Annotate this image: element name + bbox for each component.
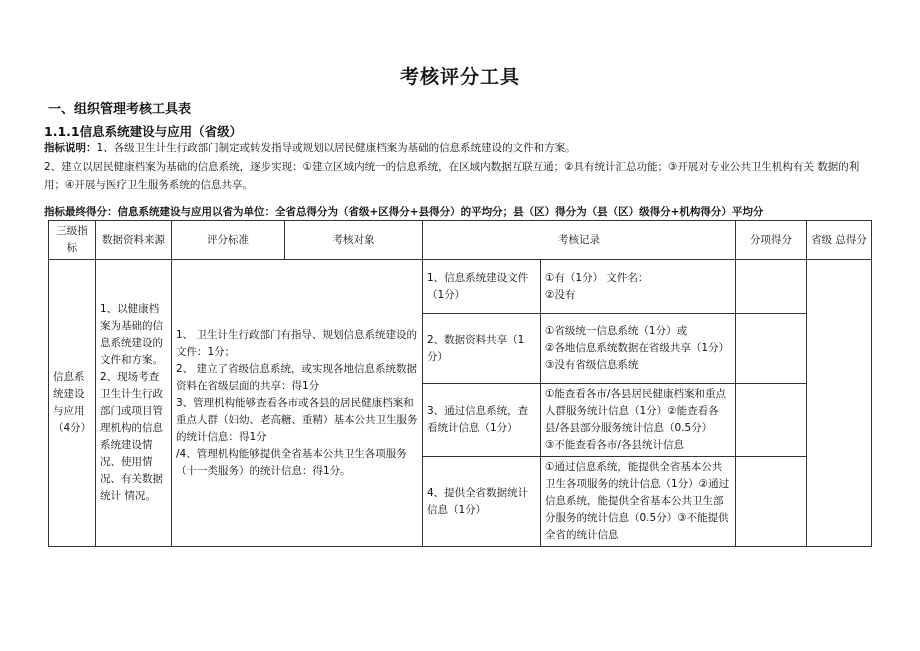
header-data-source: 数据资料来源 xyxy=(96,221,172,260)
record-item-3: 3、通过信息系统，查看统计信息（1分） xyxy=(423,384,541,457)
criteria-line: 1、 卫生计生行政部门有指导、规划信息系统建设的文件：1分； xyxy=(176,328,418,358)
record-item-4: 4、提供全省数据统计信息（1分） xyxy=(423,457,541,547)
record-option: ①能查看各市/各县居民健康档案和重点人群服务统计信息（1分）②能查看各县/各县部分服务统计信息（0.5分） xyxy=(545,388,726,434)
record-option: ③不能查看各市/各县统计信息 xyxy=(545,439,684,451)
page-title: 考核评分工具 xyxy=(399,66,520,88)
record-item-2: 2、数据资料共享（1分） xyxy=(423,314,541,384)
table-header-row xyxy=(49,221,872,260)
header-record: 考核记录 xyxy=(423,221,736,260)
indicator-note-line2: 2、建立以居民健康档案为基础的信息系统，逐步实现：①建立区域内统一的信息系统，在区域内数据互联互通；②具有统计汇总功能；③开展对专业公共卫生机构有关 数据的利用；④开展与医疗卫生服务系统的信息共享。 xyxy=(44,161,860,191)
header-level3: 三级指标 xyxy=(49,221,96,260)
record-option: ③没有省级信息系统 xyxy=(545,359,639,371)
record-options-3 xyxy=(541,384,736,457)
record-option: ①省级统一信息系统（1分）或 xyxy=(545,325,688,337)
item-score-cell-4[interactable] xyxy=(736,457,807,547)
header-item-score: 分项得分 xyxy=(736,221,807,260)
record-options-1 xyxy=(541,260,736,314)
record-option: ①有（1分） 文件名： xyxy=(545,271,649,284)
record-item-1: 1、信息系统建设文件（1分） xyxy=(423,260,541,314)
header-target: 考核对象 xyxy=(285,221,423,260)
record-option: ①通过信息系统，能提供全省基本公共卫生各项服务的统计信息（1分）②通过信息系统，能提供全省基本公共卫生部分服务的统计信息（0.5分）③不能提供全省的统计信息 xyxy=(545,461,730,541)
criteria-cell xyxy=(172,260,423,547)
record-options-2 xyxy=(541,314,736,384)
total-score-cell[interactable] xyxy=(807,260,872,547)
criteria-line: 2、 建立了省级信息系统，或实现各地信息系统数据资料在省级层面的共享：得1分 xyxy=(176,362,418,392)
item-score-cell-3[interactable] xyxy=(736,384,807,457)
subsection-heading: 1.1.1信息系统建设与应用（省级） xyxy=(44,124,243,139)
indicator-note-label: 指标说明： xyxy=(44,142,97,154)
header-criteria: 评分标准 xyxy=(172,221,285,260)
item-score-cell-1[interactable] xyxy=(736,260,807,314)
item-score-cell-2[interactable] xyxy=(736,314,807,384)
indicator-note-text1: 1、各级卫生计生行政部门制定或转发指导或规划以居民健康档案为基础的信息系统建设的文件和方案。 xyxy=(96,142,576,154)
record-option: ②各地信息系统数据在省级共享（1分） xyxy=(545,342,730,354)
table-row xyxy=(49,260,872,314)
indicator-note-line1 xyxy=(44,139,880,157)
record-option: ②没有 xyxy=(545,288,576,301)
criteria-line: 3、管理机构能够查看各市或各县的居民健康档案和重点人群（妇幼、老高糖、重精）基本公共卫生服务的统计信息：得1分 xyxy=(176,396,418,443)
final-score-note: 指标最终得分：信息系统建设与应用以省为单位：全省总得分为（省级+区得分+县得分）的平均分；县（区）得分为（县（区）级得分+机构得分）平均分 xyxy=(44,206,764,218)
section-heading: 一、组织管理考核工具表 xyxy=(48,102,192,117)
record-options-4 xyxy=(541,457,736,547)
header-total-score: 省级 总得分 xyxy=(807,221,872,260)
criteria-line: /4、管理机构能够提供全省基本公共卫生各项服务（十一类服务）的统计信息：得1分。 xyxy=(176,447,407,477)
indicator-name-cell: 信息系统建设与应用（4分） xyxy=(49,260,96,547)
data-source-cell: 1、以健康档案为基础的信息系统建设的文件和方案。2、现场考查卫生计生行政部门或项目管理机构的信息系统建设情况、使用情况、有关数据统计 情况。 xyxy=(96,260,172,547)
assessment-table xyxy=(48,220,872,547)
